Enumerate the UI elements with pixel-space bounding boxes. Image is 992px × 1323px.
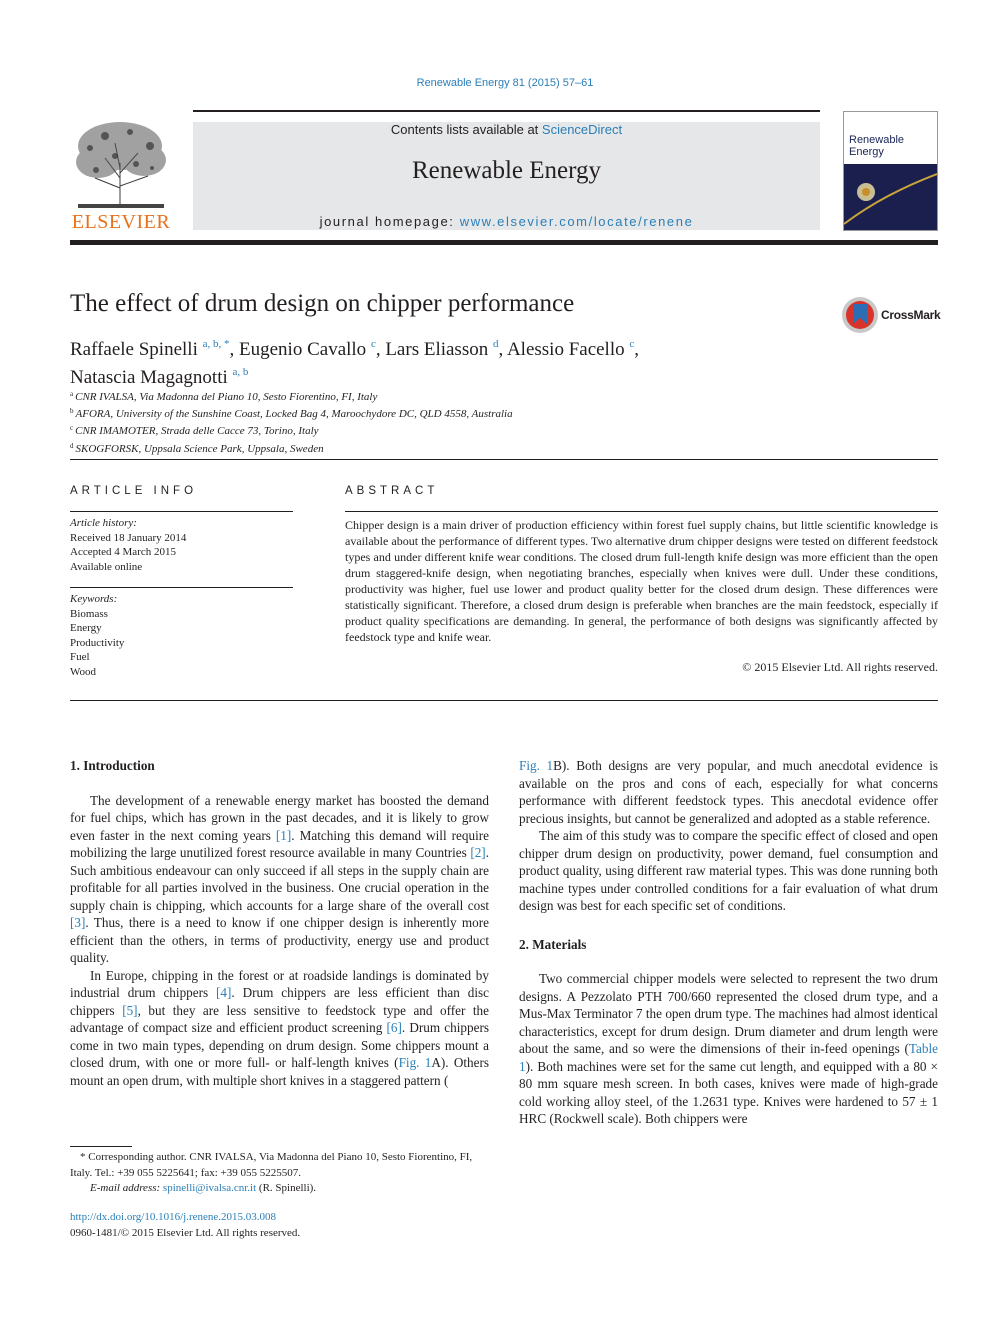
issn-line: 0960-1481/© 2015 Elsevier Ltd. All rights reserved.: [70, 1227, 301, 1239]
text-run: . Thus, there is a need to know if one chipper design is inherently more efficient than the others, in terms of productivity, energy use and product quality.: [70, 915, 489, 965]
keyword-item: Productivity: [70, 636, 125, 649]
abstract-rule: [345, 511, 938, 512]
footnote-rule: [70, 1146, 132, 1147]
intro-paragraph-2-part-2: [519, 757, 938, 827]
affiliation-key: d: [70, 441, 74, 450]
text-run: Two commercial chipper models were selected to represent the two drum designs. A Pezzolato PTH 700/660 represented the closed drum type, and a Mus-Max Terminator 7 the open drum type. The machines had almost identical characteristics, except for drum design. Drum diameter and drum length were about the same, and so were the dimensions of their in-feed openings (: [519, 971, 938, 1056]
article-title: The effect of drum design on chipper performance: [70, 290, 575, 317]
email-label: E-mail address:: [90, 1182, 163, 1194]
history-received: Received 18 January 2014: [70, 531, 187, 544]
keywords: [70, 592, 124, 679]
intro-paragraph-3: The aim of this study was to compare the specific effect of closed and open chipper drum design on productivity, power demand, fuel consumption and product quality, using different raw material types. This was done running both machine types under controlled conditions for a fair evaluation of what drum design was best for each specific set of conditions.: [519, 828, 938, 913]
author-separator: ,: [634, 339, 640, 360]
header-top-rule: [193, 110, 820, 112]
cover-flower-icon: [844, 164, 937, 230]
author-name[interactable]: Natascia Magagnotti: [70, 367, 228, 388]
affiliation-item: [70, 404, 513, 421]
reference-link-2[interactable]: [2]: [470, 845, 486, 860]
email-suffix: (R. Spinelli).: [256, 1182, 317, 1194]
figure-link-1a[interactable]: Fig. 1: [398, 1055, 432, 1070]
homepage-prefix: journal homepage:: [319, 214, 460, 229]
keywords-label: Keywords:: [70, 593, 118, 605]
affiliation-key: a: [70, 390, 74, 398]
author-name[interactable]: Lars Eliasson: [385, 339, 489, 360]
materials-paragraph-1: [519, 970, 938, 1128]
text-run: . Such ambitious endeavour can only succeed if all steps in the supply chain are profitable for all parties involved in the business. One crucial operation in the supply chain is chipping, which accounts for a large share of the overall cost: [70, 845, 489, 913]
section-heading-introduction: 1. Introduction: [70, 758, 155, 773]
text-run: . Matching this demand will require mobilizing the large unutilized forest resource available in many Countries: [70, 827, 489, 860]
abstract-heading: ABSTRACT: [345, 485, 439, 497]
affiliation-text: AFORA, University of the Sunshine Coast, Locked Bag 4, Maroochydore DC, QLD 4558, Australia: [75, 408, 513, 421]
article-history-label: Article history:: [70, 517, 137, 529]
homepage-link[interactable]: www.elsevier.com/locate/renene: [459, 214, 694, 229]
elsevier-wordmark: ELSEVIER: [71, 211, 171, 233]
text-run: The development of a renewable energy market has boosted the demand for fuel chips, which has grown in the past decades, and it is likely to grow even faster in the next coming years: [70, 792, 489, 843]
text-run: ). Both machines were set for the same cut length, and equipped with a 80 × 80 mm square mesh screen. In both cases, knives were made of high-grade cold working alloy steel, of the 1.2631 type. Knives were hardened to 57 ± 1 HRC (Rockwell scale). Both chippers were: [519, 1058, 938, 1126]
text-run: In Europe, chipping in the forest or at roadside landings is dominated by industrial drum chippers: [70, 967, 489, 1000]
keyword-item: Fuel: [70, 651, 90, 663]
keyword-item: Energy: [70, 622, 102, 634]
elsevier-tree-icon: [70, 118, 172, 210]
author-affiliation-marker[interactable]: d: [492, 338, 499, 350]
figure-link-1b[interactable]: Fig. 1: [519, 758, 554, 773]
doi-link[interactable]: http://dx.doi.org/10.1016/j.renene.2015.03.008: [70, 1211, 277, 1223]
article-identifiers: [70, 1209, 300, 1241]
affiliation-key: c: [70, 424, 74, 433]
text-run: A). Others mount an open drum, with multiple short knives in a staggered pattern (: [70, 1055, 489, 1088]
author-name[interactable]: Eugenio Cavallo: [239, 339, 367, 360]
author-affiliation-marker[interactable]: c: [629, 338, 635, 350]
history-available: Available online: [70, 560, 143, 573]
crossmark-badge[interactable]: [841, 296, 941, 334]
elsevier-logo: [70, 118, 172, 234]
text-run: B). Both designs are very popular, and much anecdotal evidence is available on the pros and cons of each, especially for what concerns performance with different feedstock types. This anecdotal evidence offer precious insights, but cannot be generalized and adopted as a stable reference.: [519, 758, 938, 826]
author-separator: ,: [229, 339, 240, 360]
keywords-rule: [70, 587, 293, 588]
abstract-text: Chipper design is a main driver of production efficiency within forest fuel supply chains, but little scientific knowledge is available about the performance of different types. Two alternative drum chipper designs were tested on different feedstock types and under different knife wear conditions. The closed drum full-length knife design was more efficient than the open drum staggered-knife design, when negotiating branches, especially when knives were dull. Under these conditions, productivity was higher, fuel use lower and product quality better for the closed drum design. These differences were statistically significant. Therefore, a closed drum design is preferable when branches are the main feedstock, especially if product quality specifications are demanding. In general, the performance of both designs was significantly affected by feedstock type and knife wear.: [345, 518, 938, 644]
author-affiliation-marker[interactable]: a, b: [232, 366, 249, 378]
section-heading-materials: 2. Materials: [519, 936, 587, 952]
affiliation-key: b: [70, 407, 74, 416]
affiliation-text: CNR IMAMOTER, Strada delle Cacce 73, Torino, Italy: [75, 425, 319, 438]
text-run: . Drum chippers are less efficient than disc chippers: [70, 985, 489, 1018]
author-separator: ,: [498, 339, 507, 360]
keyword-item: Wood: [70, 665, 97, 678]
author-name[interactable]: Raffaele Spinelli: [70, 339, 198, 360]
footnote-text: * Corresponding author. CNR IVALSA, Via Madonna del Piano 10, Sesto Fiorentino, FI, Italy. Tel.: +39 055 5225641; fax: +39 055 5225507.: [70, 1151, 473, 1179]
contents-line: [193, 122, 820, 137]
reference-link-3[interactable]: [3]: [70, 915, 86, 930]
article-info-rule: [70, 511, 293, 512]
cover-title: Renewable Energy: [849, 134, 905, 158]
reference-link-6[interactable]: [6]: [386, 1020, 402, 1035]
text-run: . Drum chippers come in two main types, depending on drum design. Some chippers mount a closed drum, with one or more full- or half-length knives (: [70, 1020, 489, 1070]
keyword-item: Biomass: [70, 607, 108, 620]
author-affiliation-marker[interactable]: a, b, *: [202, 338, 230, 350]
abstract-bottom-rule: [70, 700, 938, 701]
journal-citation[interactable]: Renewable Energy 81 (2015) 57–61: [416, 77, 594, 89]
crossmark-icon: [841, 296, 879, 334]
affiliation-item: [70, 439, 513, 456]
affiliation-text: CNR IVALSA, Via Madonna del Piano 10, Sesto Fiorentino, FI, Italy: [75, 391, 378, 403]
intro-paragraph-1: [70, 792, 489, 967]
header-bottom-rule: [70, 240, 938, 245]
contents-prefix: Contents lists available at: [390, 122, 542, 137]
email-link[interactable]: spinelli@ivalsa.cnr.it: [162, 1182, 257, 1194]
affiliation-item: [70, 387, 513, 404]
article-info-heading: ARTICLE INFO: [70, 485, 198, 497]
reference-link-1[interactable]: [1]: [275, 827, 292, 843]
author-name[interactable]: Alessio Facello: [506, 339, 625, 360]
cover-artwork: [844, 164, 937, 230]
homepage-line: [193, 214, 820, 229]
affiliation-item: [70, 421, 513, 438]
article-history: [70, 516, 186, 574]
author-separator: ,: [375, 339, 386, 360]
table-link-1[interactable]: Table 1: [519, 1041, 938, 1074]
body-column-right: [519, 757, 938, 1128]
journal-cover-thumbnail[interactable]: [843, 111, 938, 231]
reference-link-4[interactable]: [4]: [216, 985, 232, 1000]
crossmark-label: CrossMark: [881, 308, 941, 322]
corresponding-author-footnote: [70, 1150, 489, 1197]
history-accepted: Accepted 4 March 2015: [70, 546, 176, 558]
footnote-email-line: [70, 1181, 489, 1197]
affiliation-list: [70, 387, 513, 456]
journal-title: Renewable Energy: [411, 157, 602, 184]
sciencedirect-link[interactable]: ScienceDirect: [541, 122, 623, 137]
author-list: [70, 333, 710, 389]
author-affiliation-marker[interactable]: c: [370, 338, 376, 350]
reference-link-5[interactable]: [5]: [122, 1002, 138, 1018]
text-run: , but they are less sensitive to feedstock type and offer the advantage of compact size and efficient product screening: [70, 1002, 489, 1035]
body-column-left: [70, 757, 489, 1089]
affiliation-text: SKOGFORSK, Uppsala Science Park, Uppsala, Sweden: [75, 442, 324, 455]
affiliation-rule: [70, 459, 938, 460]
abstract-copyright: © 2015 Elsevier Ltd. All rights reserved.: [742, 660, 938, 674]
intro-paragraph-2-part-1: [70, 967, 489, 1090]
